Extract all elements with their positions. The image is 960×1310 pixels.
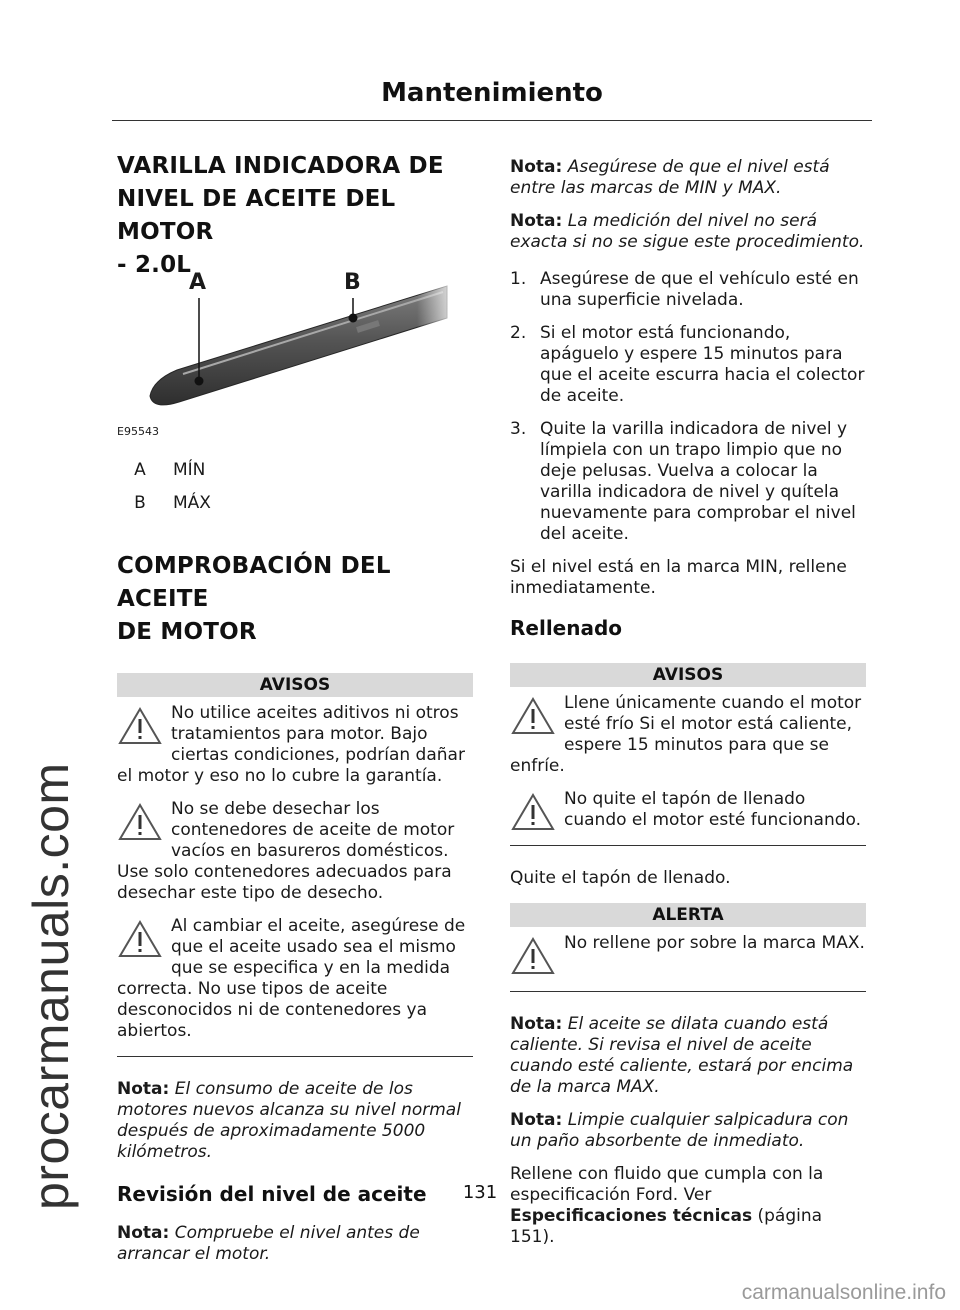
page-number: 131 [462,1182,498,1203]
warning-item: No quite el tapón de llenado cuando el motor esté funcionando. [510,789,866,831]
alert-end-rule [510,991,866,992]
note-procedure: Nota: La medición del nivel no será exacta si no se sigue este procedimiento. [510,211,865,252]
fill-warnings-end-rule [510,845,866,846]
warning-triangle-icon [510,696,556,736]
list-item: 2. Si el motor está funcionando, apáguelo y espere 15 minutos para que el aceite escurra hacia el colector de aceite. [510,323,865,406]
note-expansion: Nota: El aceite se dilata cuando está caliente. Si revisa el nivel de aceite cuando esté caliente, estará por encima de la marca MAX. [510,1014,854,1097]
warning-item: Al cambiar el aceite, asegúrese de que el aceite usado sea el mismo que se especifica y en la medida correcta. No use tipos de aceite desconocidos ni de contenedores ya abiertos. [117,916,466,1041]
header-divider [112,120,872,121]
warning-item: No utilice aceites aditivos ni otros tratamientos para motor. Bajo ciertas condiciones, podrían dañar el motor y eso no lo cubre la garantía. [117,703,465,786]
note-before-start: Nota: Compruebe el nivel antes de arrancar el motor. [117,1223,420,1264]
warnings-end-rule [117,1056,473,1057]
note-consumption: Nota: El consumo de aceite de los motores nuevos alcanza su nivel normal después de aproximadamente 5000 kilómetros. [117,1079,461,1162]
dipstick-figure-main [117,268,462,438]
oil-check-heading: COMPROBACIÓN DEL ACEITE DE MOTOR [117,553,391,645]
fill-warnings-header: AVISOS [510,663,866,687]
left-column [117,150,473,282]
warning-triangle-icon [117,919,163,959]
note-between-marks: Nota: Asegúrese de que el nivel está entre las marcas de MIN y MAX. [510,157,830,198]
level-check-heading: Revisión del nivel de aceite [117,1182,427,1206]
remove-cap-text: Quite el tapón de llenado. [510,868,731,888]
refill-heading: Rellenado [510,616,623,640]
dipstick-rod-icon [117,268,462,438]
note-spills: Nota: Limpie cualquier salpicadura con un paño absorbente de inmediato. [510,1110,849,1151]
callout-b: B [344,270,361,295]
callout-a: A [189,270,207,295]
dipstick-heading: VARILLA INDICADORA DE NIVEL DE ACEITE DEL MOTOR - 2.0L [117,153,444,278]
min-level-text: Si el nivel está en la marca MIN, rellene inmediatamente. [510,557,847,598]
bottom-watermark: carmanualsonline.info [741,1281,946,1304]
left-column-lower [117,460,473,1277]
steps-list [510,269,866,545]
figure-code-label: E95543 [117,425,159,438]
warning-item: No se debe desechar los contenedores de aceite de motor vacíos en basureros domésticos. Use solo contenedores adecuados para desechar este tipo de desecho. [117,799,455,903]
warning-triangle-icon [117,802,163,842]
warning-item: Llene únicamente cuando el motor esté frío Si el motor está caliente, espere 15 minutos para que se enfríe. [510,693,862,776]
list-item: 3. Quite la varilla indicadora de nivel y límpiela con un trapo limpio que no deje pelusas. Vuelva a colocar la varilla indicadora de nivel y quítela nuevamente para comprobar el nivel del aceite. [510,419,856,544]
warnings-header: AVISOS [117,673,473,697]
list-item: 1. Asegúrese de que el vehículo esté en una superficie nivelada. [510,269,859,310]
legend-row-a: A MÍN [134,460,206,480]
alert-item: No rellene por sobre la marca MAX. [510,933,866,977]
warning-triangle-icon [510,792,556,832]
warning-triangle-icon [510,936,556,976]
alert-header: ALERTA [510,903,866,927]
right-column [510,157,866,1260]
spec-link[interactable]: Especificaciones técnicas [510,1206,753,1226]
legend-row-b: B MÁX [134,493,211,513]
side-watermark: procarmanuals.com [23,762,79,1210]
refill-spec-text: Rellene con fluido que cumpla con la especificación Ford. Ver Especificaciones técnicas (página 151). [510,1164,824,1247]
warning-triangle-icon [117,706,163,746]
page-title: Mantenimiento [381,78,603,108]
